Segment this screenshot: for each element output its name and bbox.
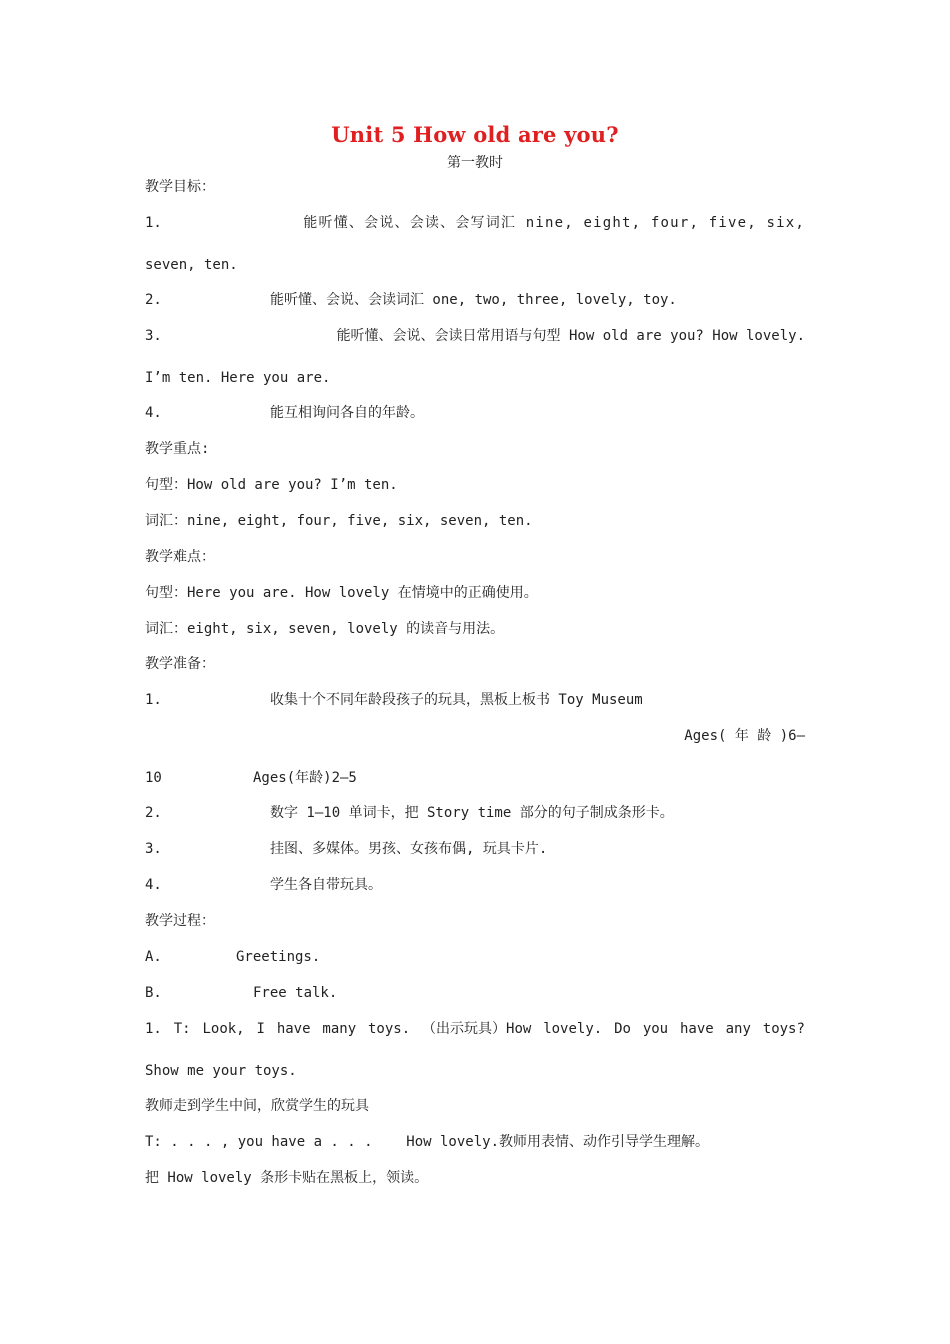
process-line-3: T: . . . , you have a . . . How lovely.教师用表情、动作引导学生理解。 <box>145 1134 710 1150</box>
objective-item-1-continued: seven, ten. <box>145 257 238 273</box>
preparation-item-3 <box>145 839 547 859</box>
process-line-1-continued: Show me your toys. <box>145 1063 297 1079</box>
process-step-b <box>145 983 337 1003</box>
line-word: toys. <box>368 1021 411 1037</box>
difficulties-vocab: 词汇：eight, six, seven, lovely 的读音与用法。 <box>145 621 505 637</box>
difficulties-sentence: 句型：Here you are. How lovely 在情境中的正确使用。 <box>145 585 538 601</box>
key-points-sentence: 句型：How old are you? I’m ten. <box>145 477 398 493</box>
objectives-heading: 教学目标： <box>145 179 215 195</box>
process-step-text: Free talk. <box>253 985 338 1001</box>
objective-item-4 <box>145 403 424 423</box>
line-word: 1. <box>145 1021 162 1037</box>
document-title: Unit 5 How old are you? <box>331 122 619 147</box>
objective-number: 3. <box>145 328 162 344</box>
preparation-text: 数字 1—10 单词卡，把 Story time 部分的句子制成条形卡。 <box>270 805 674 821</box>
line-word: you <box>642 1021 669 1037</box>
preparation-text: 收集十个不同年龄段孩子的玩具，黑板上板书 Toy Museum <box>270 692 643 708</box>
preparation-text: 学生各自带玩具。 <box>270 877 382 893</box>
process-line-1 <box>145 1019 805 1039</box>
key-points-vocab: 词汇：nine, eight, four, five, six, seven, ten. <box>145 513 533 529</box>
preparation-item-1 <box>145 690 643 710</box>
key-points-heading: 教学重点: <box>145 441 210 457</box>
objective-item-1 <box>145 213 805 233</box>
objective-item-2 <box>145 290 677 310</box>
preparation-text: 挂图、多媒体。男孩、女孩布偶, 玩具卡片. <box>270 841 548 857</box>
line-word: Look, <box>202 1021 245 1037</box>
process-line-2: 教师走到学生中间，欣赏学生的玩具 <box>145 1098 369 1114</box>
line-word: （出示玩具）How <box>422 1021 532 1037</box>
line-word: many <box>322 1021 357 1037</box>
objective-text: 能听懂、会说、会读、会写词汇 nine, eight, four, five, six, <box>303 215 805 231</box>
preparation-item-2 <box>145 803 674 823</box>
line-word: have <box>680 1021 714 1037</box>
process-line-4: 把 How lovely 条形卡贴在黑板上，领读。 <box>145 1170 429 1186</box>
process-step-text: Greetings. <box>236 949 321 965</box>
preparation-number: 4. <box>145 877 162 893</box>
objective-item-3-continued: I’m ten. Here you are. <box>145 370 331 386</box>
document-subtitle: 第一教时 <box>447 155 503 171</box>
process-heading: 教学过程： <box>145 913 215 929</box>
line-word: lovely. <box>543 1021 603 1037</box>
preparation-number: 1. <box>145 692 162 708</box>
preparation-item-1-continued <box>145 768 357 788</box>
process-step-label: B. <box>145 985 162 1001</box>
preparation-ages-label: Ages(年龄)2—5 <box>253 770 357 786</box>
line-word: toys? <box>762 1021 805 1037</box>
objective-number: 2. <box>145 292 162 308</box>
process-step-a <box>145 947 320 967</box>
objective-item-3 <box>145 326 805 346</box>
objective-number: 4. <box>145 405 162 421</box>
objective-text: 能听懂、会说、会读词汇 one, two, three, lovely, toy. <box>270 292 677 308</box>
line-word: I <box>256 1021 265 1037</box>
difficulties-heading: 教学难点： <box>145 549 215 565</box>
preparation-range-end: 10 <box>145 770 162 786</box>
objective-text: 能听懂、会说、会读日常用语与句型 How old are you? How lovely. <box>336 328 805 344</box>
preparation-item-4 <box>145 875 382 895</box>
objective-text: 能互相询问各自的年龄。 <box>270 405 424 421</box>
line-word: any <box>725 1021 751 1037</box>
preparation-heading: 教学准备： <box>145 656 215 672</box>
preparation-item-1-ages-right: Ages( 年 龄 )6— <box>684 728 805 744</box>
line-word: T: <box>173 1021 191 1037</box>
process-step-label: A. <box>145 949 162 965</box>
line-word: have <box>276 1021 311 1037</box>
preparation-number: 2. <box>145 805 162 821</box>
line-word: Do <box>614 1021 631 1037</box>
preparation-number: 3. <box>145 841 162 857</box>
objective-number: 1. <box>145 215 162 231</box>
